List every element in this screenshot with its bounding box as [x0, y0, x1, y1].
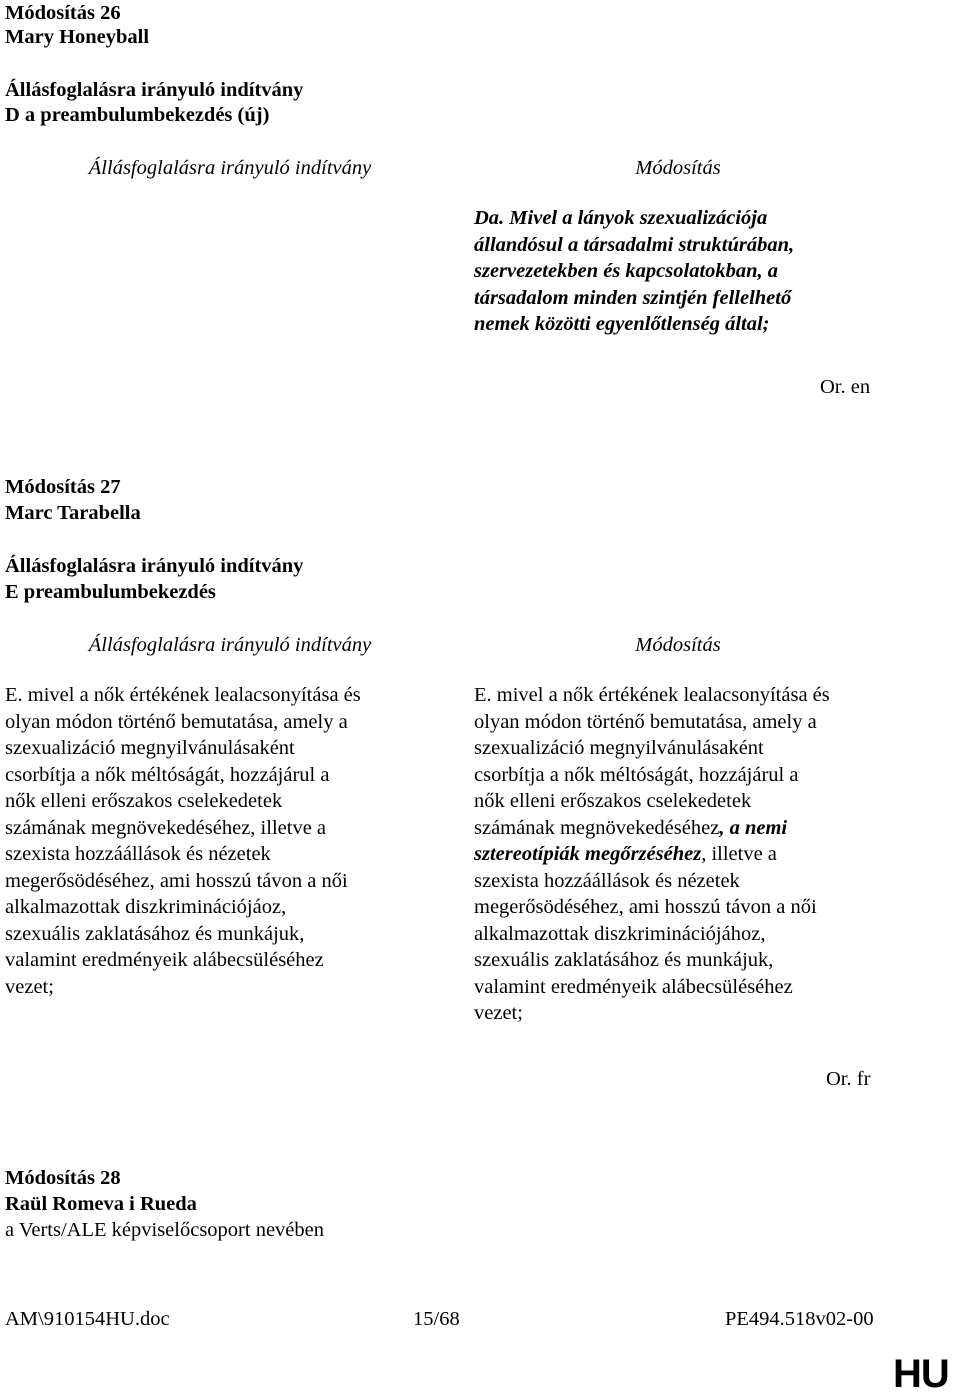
amendment-26-author: Mary Honeyball [5, 26, 150, 48]
text-line: szexuális zaklatásához és munkájuk, [5, 922, 305, 945]
amendment-27-author: Marc Tarabella [5, 502, 141, 524]
text-line: megerősödéséhez, ami hosszú távon a női [5, 869, 348, 892]
amendment-27-type: Állásfoglalásra irányuló indítvány [5, 555, 304, 577]
text-line: olyan módon történő bemutatása, amely a [5, 710, 348, 733]
amendment-27-left-text [5, 682, 361, 1000]
text-line: állandósul a társadalmi struktúrában, [474, 233, 795, 256]
footer-pe-ref: PE494.518v02-00 [725, 1308, 874, 1330]
amendment-26-right-header: Módosítás [635, 157, 721, 179]
text-line [474, 815, 830, 842]
text-line: vezet; [474, 1002, 523, 1024]
text-line: alkalmazottak diszkriminációjáoz, [5, 896, 287, 918]
amendment-27-target: E preambulumbekezdés [5, 581, 216, 603]
text-line: szexualizáció megnyilvánulásaként [5, 737, 295, 759]
amendment-28-group: a Verts/ALE képviselőcsoport nevében [5, 1219, 324, 1241]
text-line: szexista hozzáállások és nézetek [5, 843, 271, 865]
amendment-26-right-text [474, 205, 794, 338]
text-line: alkalmazottak diszkriminációjához, [474, 922, 766, 945]
text-line: szexista hozzáállások és nézetek [474, 869, 740, 892]
amendment-27-left-header: Állásfoglalásra irányuló indítvány [88, 634, 372, 656]
footer-doc-ref: AM\910154HU.doc [5, 1308, 170, 1330]
text-line: csorbítja a nők méltóságát, hozzájárul a [474, 763, 799, 786]
text-line: szexuális zaklatásához és munkájuk, [474, 949, 774, 971]
text-line: nők elleni erőszakos cselekedetek [474, 790, 752, 812]
text-line: nemek közötti egyenlőtlenség által; [474, 313, 770, 335]
text-line: Da. Mivel a lányok szexualizációja [474, 207, 768, 229]
text-line: valamint eredményeik alábecsüléséhez [5, 949, 324, 971]
inline-plain: , illetve a [701, 843, 777, 865]
amendment-27-title: Módosítás 27 [5, 476, 121, 498]
amendment-27-right-text [474, 682, 830, 1027]
amendment-28-author: Raül Romeva i Rueda [5, 1193, 197, 1215]
text-line: számának megnövekedéséhez, illetve a [5, 816, 327, 839]
amendment-28-title: Módosítás 28 [5, 1167, 121, 1189]
inline-bold-insertion: sztereotípiák megőrzéséhez [474, 843, 702, 865]
amendment-26-left-header: Állásfoglalásra irányuló indítvány [88, 157, 372, 179]
text-line [474, 841, 830, 868]
inline-bold-insertion: , a nemi [719, 816, 788, 839]
text-line: olyan módon történő bemutatása, amely a [474, 710, 817, 733]
text-line: társadalom minden szintjén fellelhető [474, 286, 792, 309]
amendment-26-title: Módosítás 26 [5, 2, 121, 24]
amendment-27-origin: Or. fr [826, 1068, 871, 1090]
text-line: megerősödéséhez, ami hosszú távon a női [474, 896, 817, 918]
text-line: valamint eredményeik alábecsüléséhez [474, 975, 793, 998]
amendment-26-origin: Or. en [820, 376, 871, 398]
text-line: csorbítja a nők méltóságát, hozzájárul a [5, 763, 330, 786]
footer-language-code: HU [893, 1352, 949, 1396]
text-line: vezet; [5, 975, 54, 998]
text-line: E. mivel a nők értékének lealacsonyítása és [474, 684, 830, 706]
amendment-26-target: D a preambulumbekezdés (új) [5, 104, 270, 126]
amendment-26-type: Állásfoglalásra irányuló indítvány [5, 79, 304, 101]
text-line: szexualizáció megnyilvánulásaként [474, 737, 764, 759]
text-line: nők elleni erőszakos cselekedetek [5, 790, 283, 812]
text-line: E. mivel a nők értékének lealacsonyítása és [5, 684, 361, 706]
text-line: szervezetekben és kapcsolatokban, a [474, 260, 779, 282]
footer-page-number: 15/68 [413, 1308, 460, 1330]
inline-plain: számának megnövekedéséhez [474, 816, 720, 839]
amendment-27-right-header: Módosítás [635, 634, 721, 656]
